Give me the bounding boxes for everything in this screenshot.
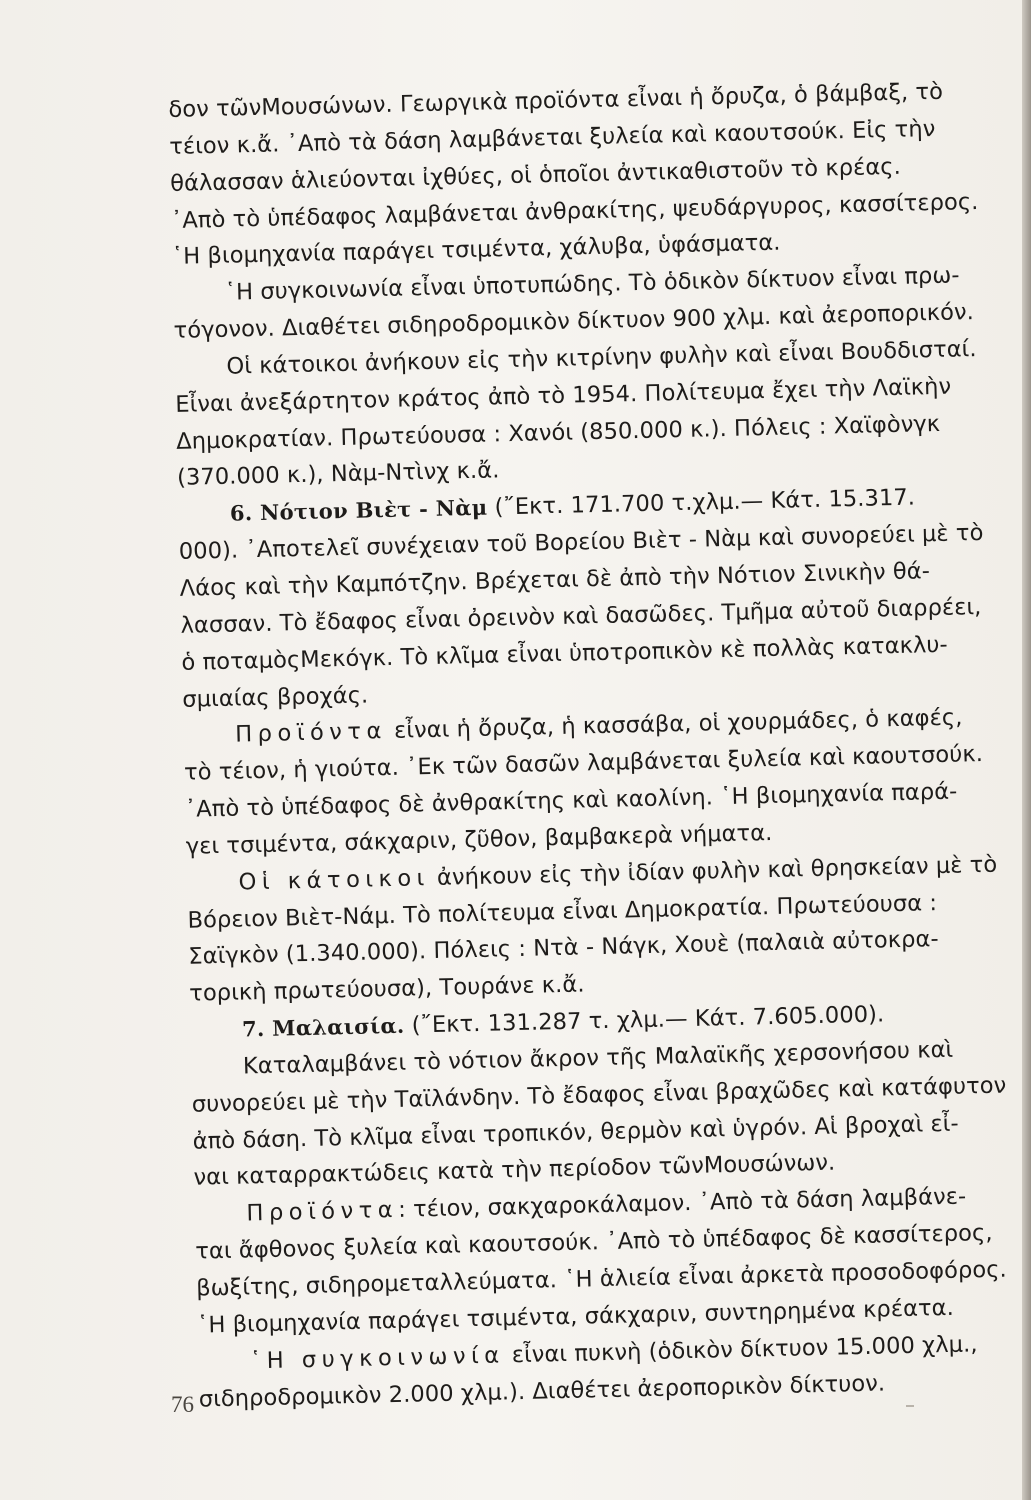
line-text: τὸ τέιον, ἡ γιούτα. ᾿Εκ τῶν δασῶν λαμβάνεται ξυλεία καὶ καουτσούκ. (183, 741, 984, 786)
line-text: γει τσιμέντα, σάκχαριν, ζῦθον, βαμβακερὰ νήματα. (185, 819, 773, 860)
spaced-term: Οἱ κάτοικοι (238, 864, 431, 896)
spaced-term: ῾Η συγκοινωνία (249, 1342, 505, 1375)
line-text: ται ἄφθονος ξυλεία καὶ καουτσούκ. ᾿Απὸ τὸ ὑπέδαφος δὲ κασσίτερος, (195, 1220, 993, 1265)
line-text: (῎Εκτ. 131.287 τ. χλμ.— Κάτ. 7.605.000). (404, 1001, 885, 1039)
line-text: 000). ᾿Αποτελεῖ συνέχειαν τοῦ Βορείου Βιὲτ - Νὰμ καὶ συνορεύει μὲ τὸ (178, 520, 984, 565)
line-text: εἶναι πυκνὴ (ὁδικὸν δίκτυον 15.000 χλμ., (504, 1330, 978, 1369)
line-text: Εἶναι ἀνεξάρτητον κράτος ἀπὸ τὸ 1954. Πολίτευμα ἔχει τὴν Λαϊκὴν (175, 373, 952, 418)
line-text: τόγονον. Διαθέτει σιδηροδρομικὸν δίκτυον 900 χλμ. καὶ ἀεροπορικόν. (173, 299, 975, 344)
margin-mark (906, 1405, 914, 1407)
line-text: εἶναι ἡ ὄρυζα, ἡ κασσάβα, οἱ χουρμάδες, ὁ καφές, (386, 704, 963, 745)
line-text: : τέιον, σακχαροκάλαμον. ᾿Απὸ τὰ δάση λαμβάνε- (397, 1183, 967, 1224)
line-text: (῎Εκτ. 171.700 τ.χλμ.— Κάτ. 15.317. (487, 484, 916, 521)
line-text: ἀνήκουν εἰς τὴν ἰδίαν φυλὴν καὶ θρησκείαν μὲ τὸ (429, 851, 998, 891)
line-text: συνορεύει μὲ τὴν Ταϊλάνδην. Τὸ ἔδαφος εἶναι βραχῶδες καὶ κατάφυτον (191, 1072, 1007, 1118)
section-heading: 6. Νότιον Βιὲτ - Νὰμ (229, 494, 488, 526)
line-text: ὁ ποταμὸςΜεκόγκ. Τὸ κλῖμα εἶναι ὑποτροπικὸν κὲ πολλὰς κατακλυ- (181, 631, 949, 676)
line-text: Βόρειον Βιὲτ-Νάμ. Τὸ πολίτευμα εἶναι Δημοκρατία. Πρωτεύουσα : (187, 889, 938, 934)
line-text: ῾Η βιομηχανία παράγει τσιμέντα, σάκχαριν, συντηρημένα κρέατα. (196, 1294, 955, 1339)
line-text: ῾Η συγκοινωνία εἶναι ὑποτυπώδης. Τὸ ὁδικὸν δίκτυον εἶναι πρω- (224, 262, 960, 306)
line-text: ᾿Απὸ τὸ ὑπέδαφος λαμβάνεται ἀνθρακίτης, ψευδάργυρος, κασσίτερος. (170, 188, 979, 234)
line-text: ᾿Απὸ τὸ ὑπέδαφος δὲ ἀνθρακίτης καὶ καολίνη. ῾Η βιομηχανία παρά- (184, 778, 958, 823)
body-text (168, 72, 1029, 1418)
line-text: ναι καταρρακτώδεις κατὰ τὴν περίοδον τῶνΜουσώνων. (193, 1150, 836, 1192)
line-text: σιδηροδρομικὸν 2.000 χλμ.). Διαθέτει ἀεροπορικὸν δίκτυον. (198, 1369, 886, 1413)
line-text: Σαϊγκὸν (1.340.000). Πόλεις : Ντὰ - Νάγκ, Χουὲ (παλαιὰ αὐτοκρα- (188, 926, 939, 971)
page-number: 76 (171, 1392, 194, 1417)
line-text: δον τῶνΜουσώνων. Γεωργικὰ προϊόντα εἶναι ἡ ὄρυζα, ὁ βάμβαξ, τὸ (168, 78, 944, 123)
line-text: Λάος καὶ τὴν Καμπότζην. Βρέχεται δὲ ἀπὸ τὴν Νότιον Σινικὴν θά- (179, 558, 931, 602)
line-text: Καταλαμβάνει τὸ νότιον ἄκρον τῆς Μαλαϊκῆς χερσονήσου καὶ (242, 1036, 954, 1080)
section-heading: 7. Μαλαισία. (241, 1012, 405, 1042)
line-text: τορικὴ πρωτεύουσα), Τουράνε κ.ἄ. (188, 971, 585, 1007)
line-text: Οἱ κάτοικοι ἀνήκουν εἰς τὴν κιτρίνην φυλὴν καὶ εἶναι Βουδδισταί. (226, 335, 977, 380)
line-text: Δημοκρατίαν. Πρωτεύουσα : Χανόι (850.000 κ.). Πόλεις : Χαϊφὸνγκ (175, 410, 941, 455)
line-text: βωξίτης, σιδηρομεταλλεύματα. ῾Η ἁλιεία εἶναι ἀρκετὰ προσοδοφόρος. (195, 1256, 1008, 1302)
spaced-term: Προϊόντα (234, 718, 388, 748)
line-text: (370.000 κ.), Νὰμ-Ντὶνχ κ.ἄ. (176, 457, 500, 492)
line-text: ἀπὸ δάση. Τὸ κλῖμα εἶναι τροπικόν, θερμὸν καὶ ὑγρόν. Αἱ βροχαὶ εἶ- (192, 1110, 959, 1155)
line-text: σμιαίας βροχάς. (182, 681, 369, 713)
line-text: ῾Η βιομηχανία παράγει τσιμέντα, χάλυβα, ὑφάσματα. (171, 229, 781, 271)
line-text: θάλασσαν ἁλιεύονται ἰχθύες, οἱ ὁποῖοι ἀντικαθιστοῦν τὸ κρέας. (169, 153, 902, 197)
spaced-term: Προϊόντα (246, 1197, 399, 1227)
line-text: λασσαν. Τὸ ἔδαφος εἶναι ὀρεινὸν καὶ δασῶδες. Τμῆμα αὐτοῦ διαρρέει, (180, 593, 982, 639)
line-text: τέιον κ.ἄ. ᾿Απὸ τὰ δάση λαμβάνεται ξυλεία καὶ καουτσούκ. Εἰς τὴν (168, 115, 936, 160)
